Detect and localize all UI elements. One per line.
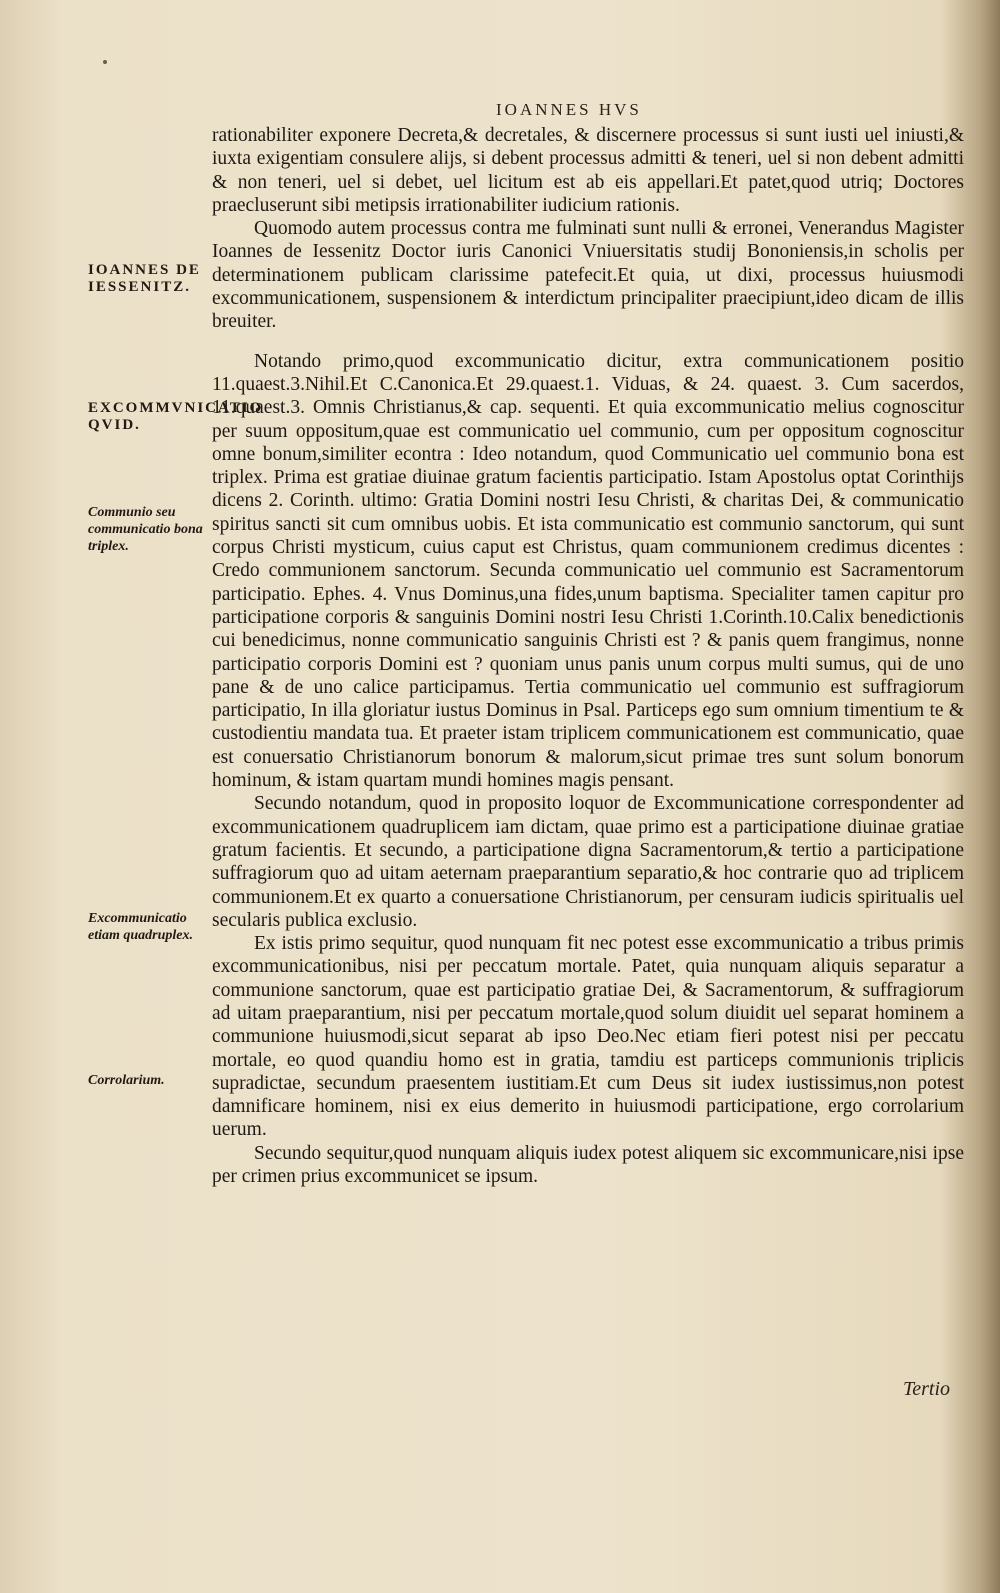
catchword: Tertio bbox=[902, 1378, 950, 1400]
margin-note-iessenitz: IOANNES DE IESSENITZ. bbox=[88, 262, 201, 295]
main-text-column bbox=[212, 124, 964, 1188]
paragraph-notando-primo: Notando primo,quod excommunicatio dicitur, extra communicationem positio 11.quaest.3.Nihil.Et C.Canonica.Et 29.quaest.1. Viduas, & 24. quaest. 3. Cum sacerdos, 11.quaest.3. Omnis Christianus,& cap. sequenti. Et quia excommunicatio melius cognoscitur per suum oppositum,quae est communicatio uel communio, cum per oppositum cognoscitur omne bonum,similiter econtra : Ideo notandum, quod Communicatio uel communio bona est triplex. Prima est gratiae diuinae gratum facientis participatio. Istam Apostolus optat Corinthijs dicens 2. Corinth. ultimo: Gratia Domini nostri Iesu Christi, & charitas Dei, & communicatio spiritus sancti sit cum omnibus uobis. Et ista communicatio est communio sanctorum, qui sunt corpus Christi mysticum, cuius caput est Christus, quam communionem credimus dicentes : Credo communionem sanctorum. Secunda communicatio uel communio est Sacramentorum participatio. Ephes. 4. Vnus Dominus,una fides,unum baptisma. Specialiter tamen capitur pro participatione corporis & sanguinis Domini nostri Iesu Christi 1.Corinth.10.Calix benedictionis cui benedicimus, nonne communicatio sanguinis Christi est ? & panis quem frangimus, nonne participatio corporis Domini est ? quoniam unus panis unum corpus multi sumus, qui de uno pane & de uno calice participamus. Tertia communicatio uel communio est suffragiorum participatio, In illa gloriatur iustus Dominus in Psal. Particeps ego sum omnium timentium te & custodientiu mandata tua. Et praeter istam triplicem communicationem est communicatio, quae est conuersatio Christianorum bonorum & malorum,sicut primae tres sunt solum bonorum hominum, & istam quartam mundi homines magis pensant. bbox=[212, 350, 964, 792]
paragraph-ex-istis: Ex istis primo sequitur, quod nunquam fit nec potest esse excommunicatio a tribus primis excommunicationibus, nisi per peccatum mortale. Patet, quia nunquam aliquis separatur a communione sanctorum, quae est participatio gratiae Dei, & Sacramentorum, & suffragiorum ad uitam praeparantium, nisi per peccatum mortale,quod solum diuidit uel separat hominem a communione huiusmodi,sicut separat ab ipso Deo.Nec etiam fieri potest nisi per peccatu mortale, eo quod quandiu homo est in gratia, tamdiu est particeps communionis triplicis supradictae, secundum praesentem iustitiam.Et cum Deus sit iudex iustissimus,non potest damnificare hominem, nisi ex eius demerito in huiusmodi participatione, ergo corrolarium uerum. bbox=[212, 933, 964, 1141]
running-head: IOANNES HVS bbox=[496, 100, 642, 119]
margin-note-communio: Communio seu communicatio bona triplex. bbox=[88, 505, 203, 554]
paragraph-secundo-sequitur: Secundo sequitur,quod nunquam aliquis iudex potest aliquem sic excommunicare,nisi ipse per crimen prius excommunicet se ipsum. bbox=[212, 1142, 964, 1188]
margin-note-excommunicatio: EXCOMMVNICATIO QVID. bbox=[88, 400, 264, 433]
margin-note-quadruplex: Excommunicatio etiam quadruplex. bbox=[88, 911, 194, 943]
paragraph-processus: Quomodo autem processus contra me fulminati sunt nulli & erronei, Venerandus Magister Ioannes de Iessenitz Doctor iuris Canonici Vniuersitatis studij Bononiensis,in scholis per determinationem publicam clarissime patefecit.Et quia, ut dixi, processus huiusmodi excommunicationem, suspensionem & interdictum principaliter praecipiunt,ideo dicam de illis breuiter. bbox=[212, 218, 964, 333]
ink-speck bbox=[103, 60, 107, 64]
paragraph-continuation: rationabiliter exponere Decreta,& decretales, & discernere processus si sunt iusti uel iniusti,& iuxta exigentiam consulere alijs, si debent processus admitti & teneri, uel si non debent admitti & non teneri, uel si debet, uel licitum est ab eis appellari.Et patet,quod utriq; Doctores praecluserunt sibi metipsis irrationabiliter iudicium rationis. bbox=[212, 125, 964, 216]
paragraph-secundo-notandum: Secundo notandum, quod in proposito loquor de Excommunicatione correspondenter ad excommunicationem quadruplicem iam dictam, quae primo est a participatione diuinae gratiae gratum facientis. Et secundo, a participatione digna Sacramentorum,& tertio a participatione suffragiorum quo ad uitam aeternam praeparantium separatio,& hoc contrarie quo ad triplicem communionem.Et ex quarto a conuersatione Christianorum, per censuram iudicis spiritualis uel secularis publica exclusio. bbox=[212, 793, 964, 931]
margin-note-corollarium: Corrolarium. bbox=[88, 1073, 165, 1088]
